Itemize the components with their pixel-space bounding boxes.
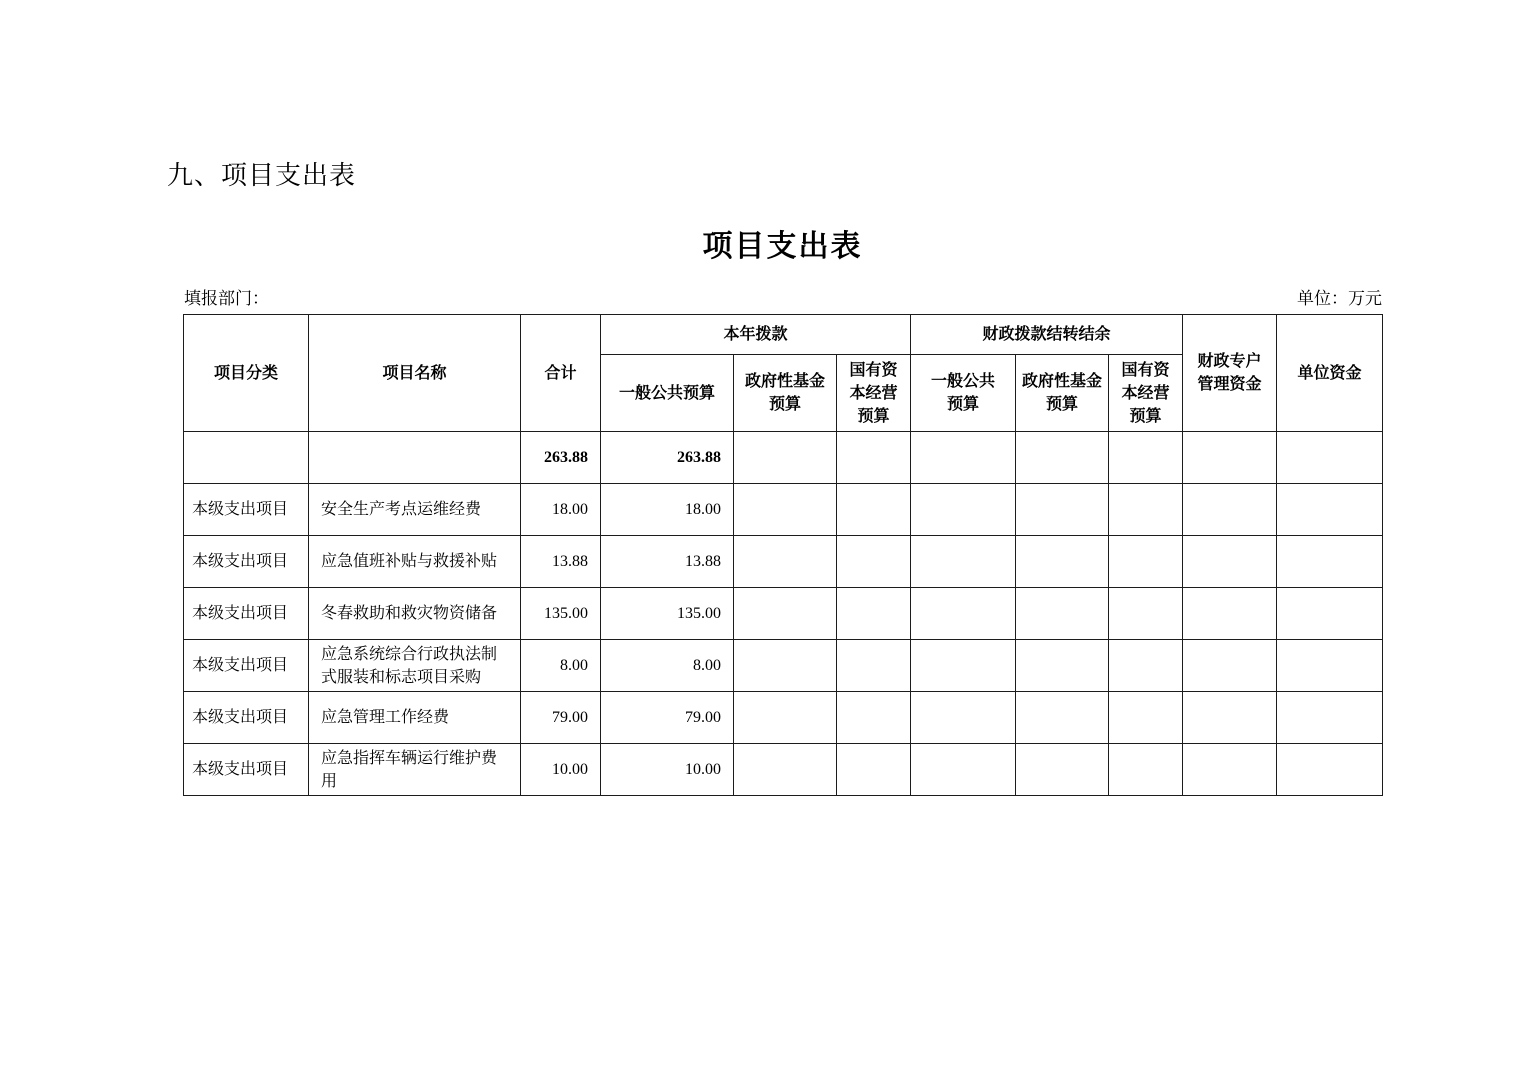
cell-co-general: [911, 744, 1016, 796]
cell-category: 本级支出项目: [184, 744, 309, 796]
cell-co-govfund: [1016, 588, 1109, 640]
cell-co-general: [911, 432, 1016, 484]
cell-cy-general: 263.88: [601, 432, 734, 484]
cell-cy-general: 8.00: [601, 640, 734, 692]
cell-total: 10.00: [521, 744, 601, 796]
cell-unit-funds: [1277, 640, 1383, 692]
report-dept-label: 填报部门：: [184, 289, 269, 308]
cell-co-state: [1109, 692, 1183, 744]
header-total: 合计: [521, 315, 601, 432]
table-row: [184, 692, 1383, 744]
cell-co-general: [911, 640, 1016, 692]
cell-co-govfund: [1016, 536, 1109, 588]
header-co-gov-fund: 政府性基金预算: [1016, 355, 1109, 432]
header-project-category: 项目分类: [184, 315, 309, 432]
unit-label: 单位：万元: [1297, 289, 1382, 308]
table-body: [184, 432, 1383, 796]
table-row: [184, 588, 1383, 640]
cell-fiscal-special: [1183, 692, 1277, 744]
cell-total: 13.88: [521, 536, 601, 588]
section-heading: 九、项目支出表: [167, 161, 357, 190]
cell-co-state: [1109, 536, 1183, 588]
cell-category: 本级支出项目: [184, 588, 309, 640]
cell-fiscal-special: [1183, 640, 1277, 692]
table-row: [184, 484, 1383, 536]
cell-unit-funds: [1277, 744, 1383, 796]
cell-name: 应急值班补贴与救援补贴: [309, 536, 521, 588]
header-unit-funds: 单位资金: [1277, 315, 1383, 432]
cell-co-state: [1109, 744, 1183, 796]
cell-category: 本级支出项目: [184, 536, 309, 588]
cell-unit-funds: [1277, 484, 1383, 536]
header-co-general-public: 一般公共预算: [911, 355, 1016, 432]
cell-fiscal-special: [1183, 432, 1277, 484]
cell-cy-govfund: [734, 744, 837, 796]
table-row: [184, 640, 1383, 692]
cell-cy-general: 18.00: [601, 484, 734, 536]
cell-total: 79.00: [521, 692, 601, 744]
cell-category: 本级支出项目: [184, 484, 309, 536]
table-row-total: [184, 432, 1383, 484]
header-fiscal-special-account: 财政专户管理资金: [1183, 315, 1277, 432]
header-cy-state-capital: 国有资本经营预算: [837, 355, 911, 432]
cell-cy-govfund: [734, 692, 837, 744]
cell-total: 135.00: [521, 588, 601, 640]
cell-name: [309, 432, 521, 484]
cell-unit-funds: [1277, 432, 1383, 484]
cell-co-state: [1109, 432, 1183, 484]
cell-name: 应急指挥车辆运行维护费用: [309, 744, 521, 796]
cell-cy-state: [837, 588, 911, 640]
cell-total: 18.00: [521, 484, 601, 536]
header-cy-general-public: 一般公共预算: [601, 355, 734, 432]
project-expenditure-table: [183, 314, 1383, 796]
cell-co-state: [1109, 588, 1183, 640]
cell-cy-state: [837, 692, 911, 744]
cell-total: 8.00: [521, 640, 601, 692]
cell-unit-funds: [1277, 692, 1383, 744]
cell-cy-state: [837, 484, 911, 536]
cell-name: 应急管理工作经费: [309, 692, 521, 744]
table-header: [184, 315, 1383, 432]
cell-cy-state: [837, 432, 911, 484]
cell-co-general: [911, 484, 1016, 536]
table-meta-row: [183, 284, 1382, 306]
cell-total: 263.88: [521, 432, 601, 484]
cell-name: 安全生产考点运维经费: [309, 484, 521, 536]
table-row: [184, 536, 1383, 588]
header-current-year-group: 本年拨款: [601, 315, 911, 355]
cell-name: 冬春救助和救灾物资储备: [309, 588, 521, 640]
cell-cy-govfund: [734, 432, 837, 484]
cell-cy-govfund: [734, 640, 837, 692]
cell-fiscal-special: [1183, 536, 1277, 588]
cell-category: [184, 432, 309, 484]
header-row-groups: [184, 315, 1383, 355]
cell-unit-funds: [1277, 588, 1383, 640]
cell-co-state: [1109, 640, 1183, 692]
cell-co-general: [911, 692, 1016, 744]
cell-cy-govfund: [734, 536, 837, 588]
cell-cy-state: [837, 744, 911, 796]
cell-cy-state: [837, 640, 911, 692]
cell-co-govfund: [1016, 692, 1109, 744]
cell-cy-general: 10.00: [601, 744, 734, 796]
table-row: [184, 744, 1383, 796]
cell-fiscal-special: [1183, 744, 1277, 796]
cell-co-govfund: [1016, 484, 1109, 536]
cell-category: 本级支出项目: [184, 692, 309, 744]
header-carryover-group: 财政拨款结转结余: [911, 315, 1183, 355]
cell-cy-state: [837, 536, 911, 588]
cell-co-general: [911, 536, 1016, 588]
header-co-state-capital: 国有资本经营预算: [1109, 355, 1183, 432]
cell-category: 本级支出项目: [184, 640, 309, 692]
cell-co-general: [911, 588, 1016, 640]
cell-co-govfund: [1016, 432, 1109, 484]
header-project-name: 项目名称: [309, 315, 521, 432]
cell-co-govfund: [1016, 640, 1109, 692]
cell-cy-govfund: [734, 484, 837, 536]
cell-co-state: [1109, 484, 1183, 536]
cell-cy-general: 79.00: [601, 692, 734, 744]
cell-cy-general: 13.88: [601, 536, 734, 588]
cell-name: 应急系统综合行政执法制式服装和标志项目采购: [309, 640, 521, 692]
cell-fiscal-special: [1183, 484, 1277, 536]
cell-cy-general: 135.00: [601, 588, 734, 640]
cell-co-govfund: [1016, 744, 1109, 796]
header-cy-gov-fund: 政府性基金预算: [734, 355, 837, 432]
cell-fiscal-special: [1183, 588, 1277, 640]
cell-unit-funds: [1277, 536, 1383, 588]
cell-cy-govfund: [734, 588, 837, 640]
table-title: 项目支出表: [702, 230, 863, 263]
